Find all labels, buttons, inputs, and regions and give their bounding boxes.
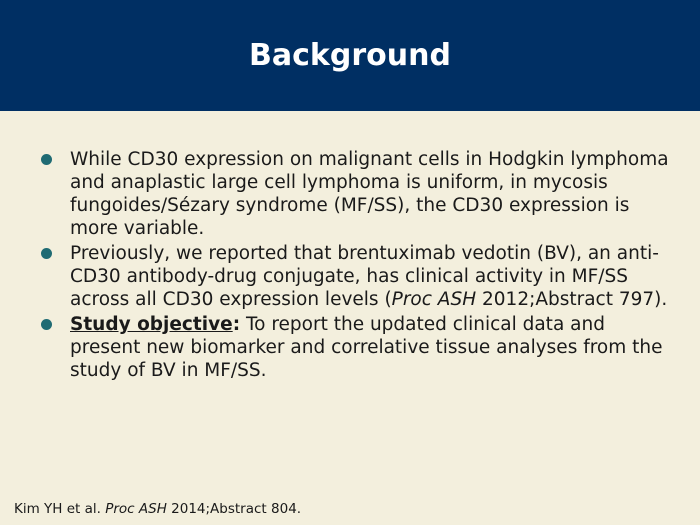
- bullet-dot-icon: [41, 154, 52, 165]
- bullet-text: While CD30 expression on malignant cells in Hodgkin lymphoma and anaplastic large cell lymphoma is uniform, in mycosis fungoides/Sézary syndrome (MF/SS), the CD30 expression is more variable.: [70, 149, 669, 239]
- bullet-item: [40, 148, 670, 240]
- footnote-journal: Proc ASH: [105, 501, 167, 517]
- footnote-authors: Kim YH et al.: [14, 501, 106, 517]
- title-bar: [0, 0, 700, 111]
- bullet-dot-icon: [41, 319, 52, 330]
- citation-ref: 2012;Abstract 797).: [476, 289, 668, 310]
- footnote-ref: 2014;Abstract 804.: [166, 501, 302, 517]
- bullet-item: [40, 313, 670, 382]
- slide-title: Background: [249, 38, 451, 73]
- study-objective-text: To report the updated clinical data and present new biomarker and correlative tissue analyses from the study of BV in MF/SS.: [70, 314, 663, 381]
- bullet-dot-icon: [41, 248, 52, 259]
- study-objective-colon: :: [232, 314, 241, 335]
- citation-journal: Proc ASH: [391, 289, 477, 310]
- bullet-item: [40, 242, 670, 311]
- footnote: [14, 500, 301, 518]
- bullet-list: [40, 148, 670, 384]
- study-objective-label: Study objective: [70, 314, 233, 335]
- bullet-text: Previously, we reported that brentuximab vedotin (BV), an anti-CD30 antibody-drug conjugate, has clinical activity in MF/SS across all CD30 expression levels (: [70, 243, 659, 310]
